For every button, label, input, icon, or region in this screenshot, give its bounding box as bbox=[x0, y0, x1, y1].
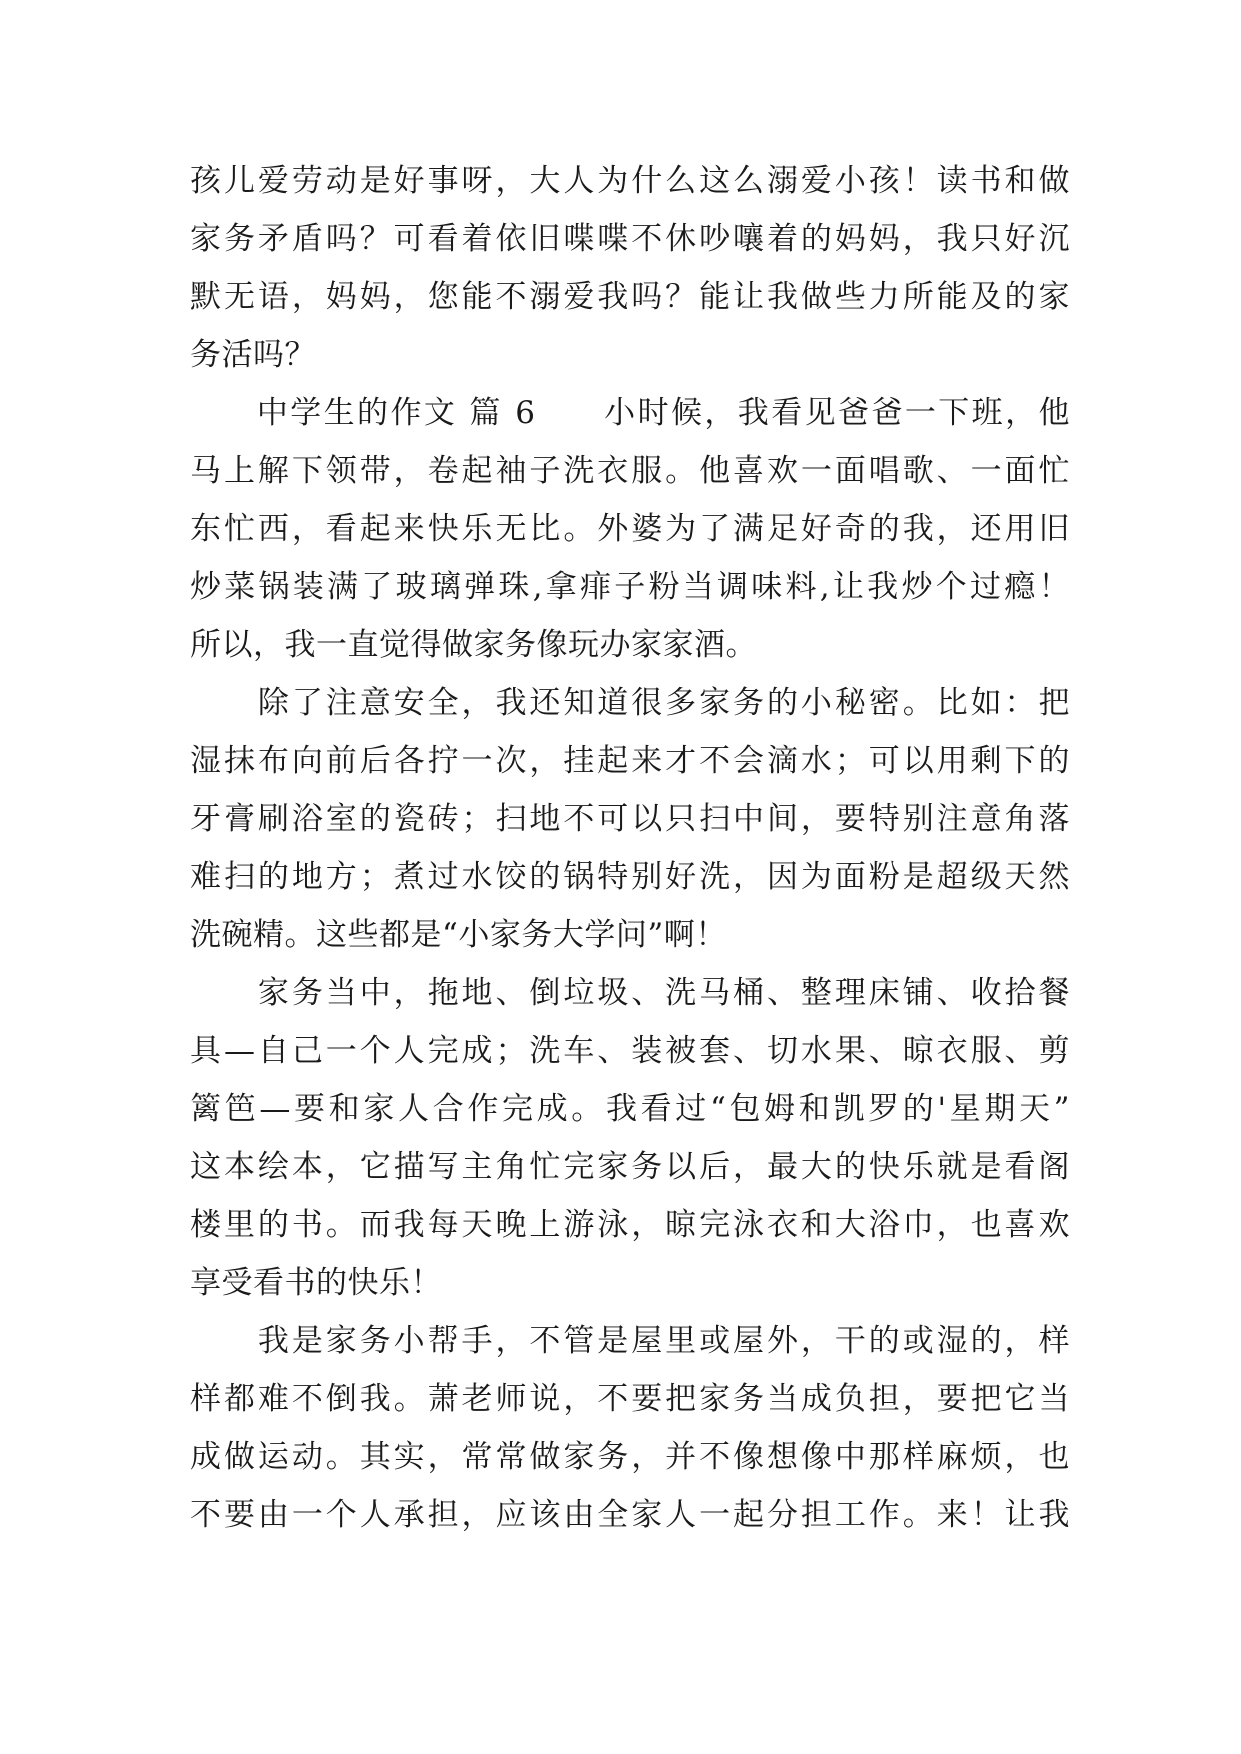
text-line: 享受看书的快乐！ bbox=[190, 1265, 442, 1301]
text-line: 除了注意安全，我还知道很多家务的小秘密。比如：把 bbox=[190, 685, 1070, 721]
text-line: 难扫的地方；煮过水饺的锅特别好洗，因为面粉是超级天然 bbox=[190, 859, 1070, 895]
section-heading-line: 中学生的作文 篇 6 小时候，我看见爸爸一下班，他 bbox=[190, 395, 1070, 431]
text-line: 成做运动。其实，常常做家务，并不像想像中那样麻烦，也 bbox=[190, 1439, 1070, 1475]
text-line: 不要由一个人承担，应该由全家人一起分担工作。来！让我 bbox=[190, 1497, 1070, 1533]
text-line: 务活吗？ bbox=[190, 337, 316, 373]
text-line: 家务矛盾吗？可看着依旧喋喋不休吵嚷着的妈妈，我只好沉 bbox=[190, 221, 1070, 257]
text-line: 具—自己一个人完成；洗车、装被套、切水果、晾衣服、剪 bbox=[190, 1033, 1070, 1069]
text-line: 孩儿爱劳动是好事呀，大人为什么这么溺爱小孩！读书和做 bbox=[190, 163, 1070, 199]
text-line: 家务当中，拖地、倒垃圾、洗马桶、整理床铺、收拾餐 bbox=[190, 975, 1070, 1011]
text-line: 篱笆—要和家人合作完成。我看过“包姆和凯罗的'星期天” bbox=[190, 1091, 1070, 1127]
essay-body bbox=[190, 152, 1070, 1544]
text-line: 所以，我一直觉得做家务像玩办家家酒。 bbox=[190, 627, 757, 663]
text-line: 东忙西，看起来快乐无比。外婆为了满足好奇的我，还用旧 bbox=[190, 511, 1070, 547]
text-line: 马上解下领带，卷起袖子洗衣服。他喜欢一面唱歌、一面忙 bbox=[190, 453, 1070, 489]
text-line: 楼里的书。而我每天晚上游泳，晾完泳衣和大浴巾，也喜欢 bbox=[190, 1207, 1070, 1243]
text-line: 牙膏刷浴室的瓷砖；扫地不可以只扫中间，要特别注意角落 bbox=[190, 801, 1070, 837]
text-line: 默无语，妈妈，您能不溺爱我吗？能让我做些力所能及的家 bbox=[190, 279, 1070, 315]
text-line: 我是家务小帮手，不管是屋里或屋外，干的或湿的，样 bbox=[190, 1323, 1070, 1359]
text-line: 洗碗精。这些都是“小家务大学问”啊！ bbox=[190, 917, 727, 953]
text-line: 炒菜锅装满了玻璃弹珠,拿痱子粉当调味料,让我炒个过瘾！ bbox=[190, 569, 1070, 605]
text-line: 样都难不倒我。萧老师说，不要把家务当成负担，要把它当 bbox=[190, 1381, 1070, 1417]
text-line: 这本绘本，它描写主角忙完家务以后，最大的快乐就是看阁 bbox=[190, 1149, 1070, 1185]
text-line: 湿抹布向前后各拧一次，挂起来才不会滴水；可以用剩下的 bbox=[190, 743, 1070, 779]
